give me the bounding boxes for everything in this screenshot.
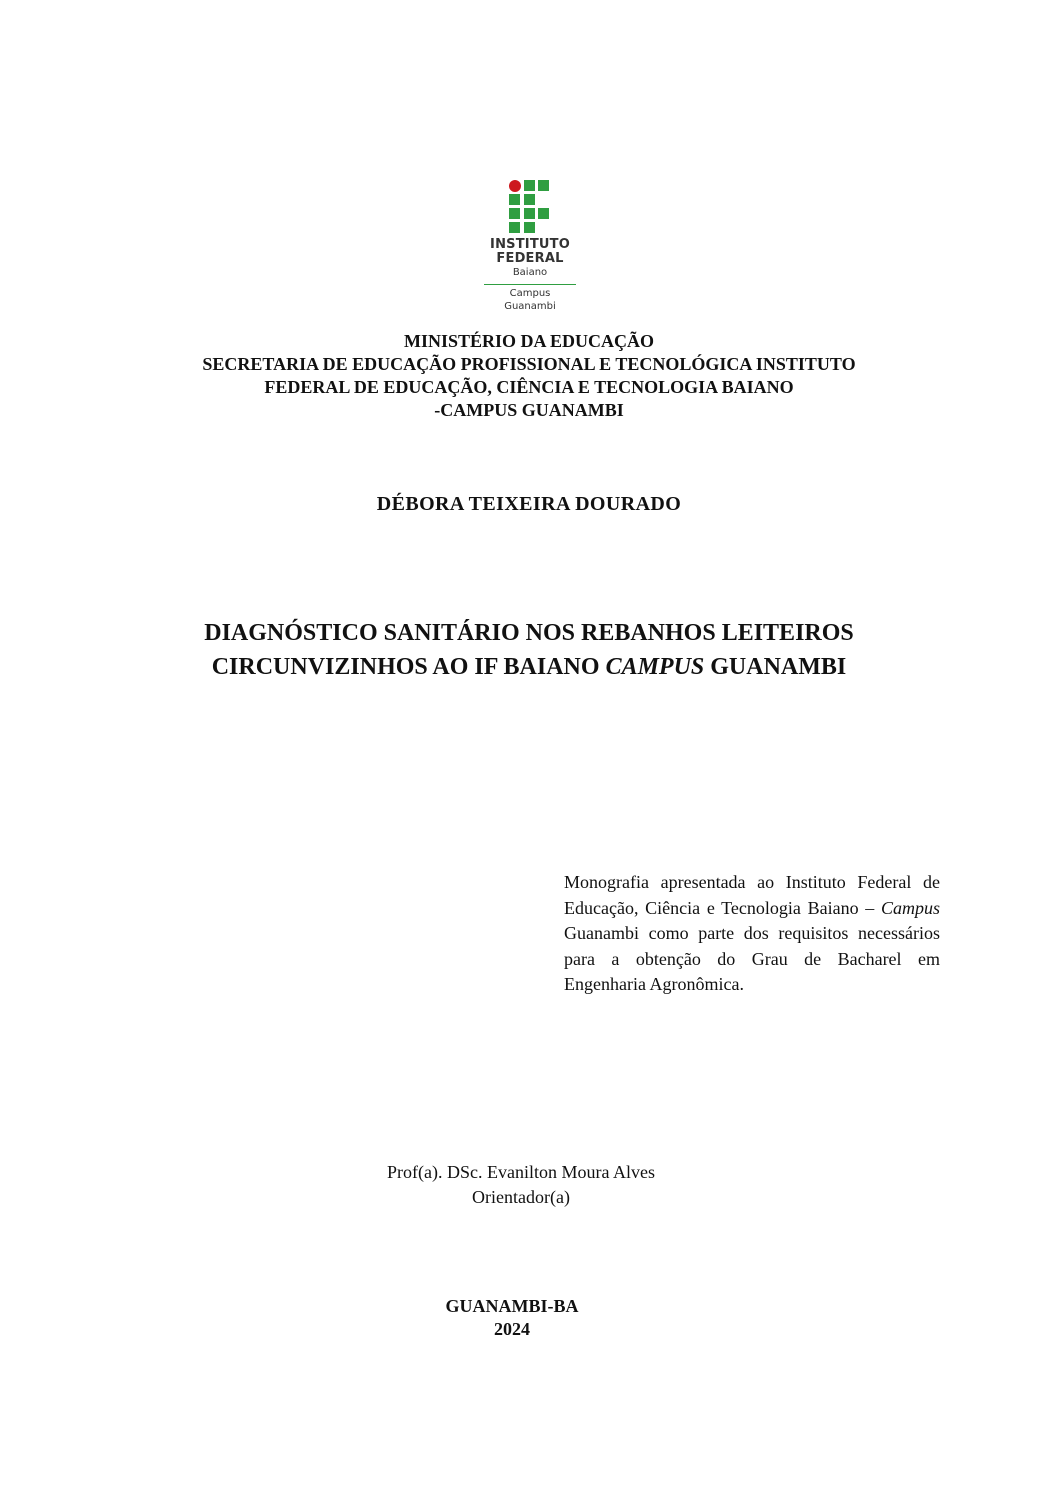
author-name: DÉBORA TEIXEIRA DOURADO bbox=[376, 493, 682, 515]
logo-square bbox=[538, 180, 549, 191]
monograph-text-part2: Guanambi como parte dos requisitos necessários para a obtenção do Grau de Bacharel em Engenharia Agronômica. bbox=[564, 923, 940, 994]
logo-square bbox=[538, 208, 549, 219]
advisor-block bbox=[0, 1160, 1042, 1210]
title-line-2-suffix: GUANAMBI bbox=[704, 654, 847, 680]
title-line-1: DIAGNÓSTICO SANITÁRIO NOS REBANHOS LEITEIROS bbox=[204, 620, 854, 646]
title-line-2 bbox=[0, 650, 1058, 684]
logo-square bbox=[524, 222, 535, 233]
footer-city: GUANAMBI-BA bbox=[445, 1296, 579, 1316]
logo-text-campus: Campus bbox=[509, 288, 551, 299]
logo-divider bbox=[484, 284, 576, 285]
monograph-text-part1: Monografia apresentada ao Instituto Federal de Educação, Ciência e Tecnologia Baiano – bbox=[564, 872, 940, 918]
header-line-institute: FEDERAL DE EDUCAÇÃO, CIÊNCIA E TECNOLOGIA BAIANO bbox=[264, 377, 794, 397]
logo-square bbox=[509, 222, 520, 233]
header-line-ministry: MINISTÉRIO DA EDUCAÇÃO bbox=[403, 331, 655, 351]
logo-red-dot bbox=[509, 180, 521, 192]
title-line-2-italic: CAMPUS bbox=[605, 654, 705, 680]
logo-square bbox=[509, 194, 520, 205]
logo-square bbox=[509, 208, 520, 219]
logo-grid-icon bbox=[509, 180, 551, 234]
header-line-secretariat: SECRETARIA DE EDUCAÇÃO PROFISSIONAL E TECNOLÓGICA INSTITUTO bbox=[202, 354, 856, 374]
header-line-campus: -CAMPUS GUANAMBI bbox=[434, 400, 624, 420]
logo-text-guanambi: Guanambi bbox=[504, 301, 556, 312]
footer-year: 2024 bbox=[494, 1319, 530, 1339]
footer-block bbox=[0, 1295, 1024, 1341]
advisor-name: Prof(a). DSc. Evanilton Moura Alves bbox=[387, 1162, 655, 1182]
title-line-2-prefix: CIRCUNVIZINHOS AO IF BAIANO bbox=[211, 654, 606, 680]
institution-header bbox=[0, 330, 1058, 422]
monograph-text-italic: Campus bbox=[880, 897, 940, 918]
monograph-statement bbox=[564, 870, 940, 998]
logo-text-federal: FEDERAL bbox=[496, 251, 564, 266]
logo-text-instituto: INSTITUTO bbox=[490, 237, 570, 252]
logo-square bbox=[524, 194, 535, 205]
document-title bbox=[0, 616, 1058, 684]
institution-logo bbox=[480, 178, 580, 318]
logo-square bbox=[524, 180, 535, 191]
logo-text-baiano: Baiano bbox=[512, 267, 548, 278]
advisor-role: Orientador(a) bbox=[472, 1187, 570, 1207]
logo-square bbox=[524, 208, 535, 219]
